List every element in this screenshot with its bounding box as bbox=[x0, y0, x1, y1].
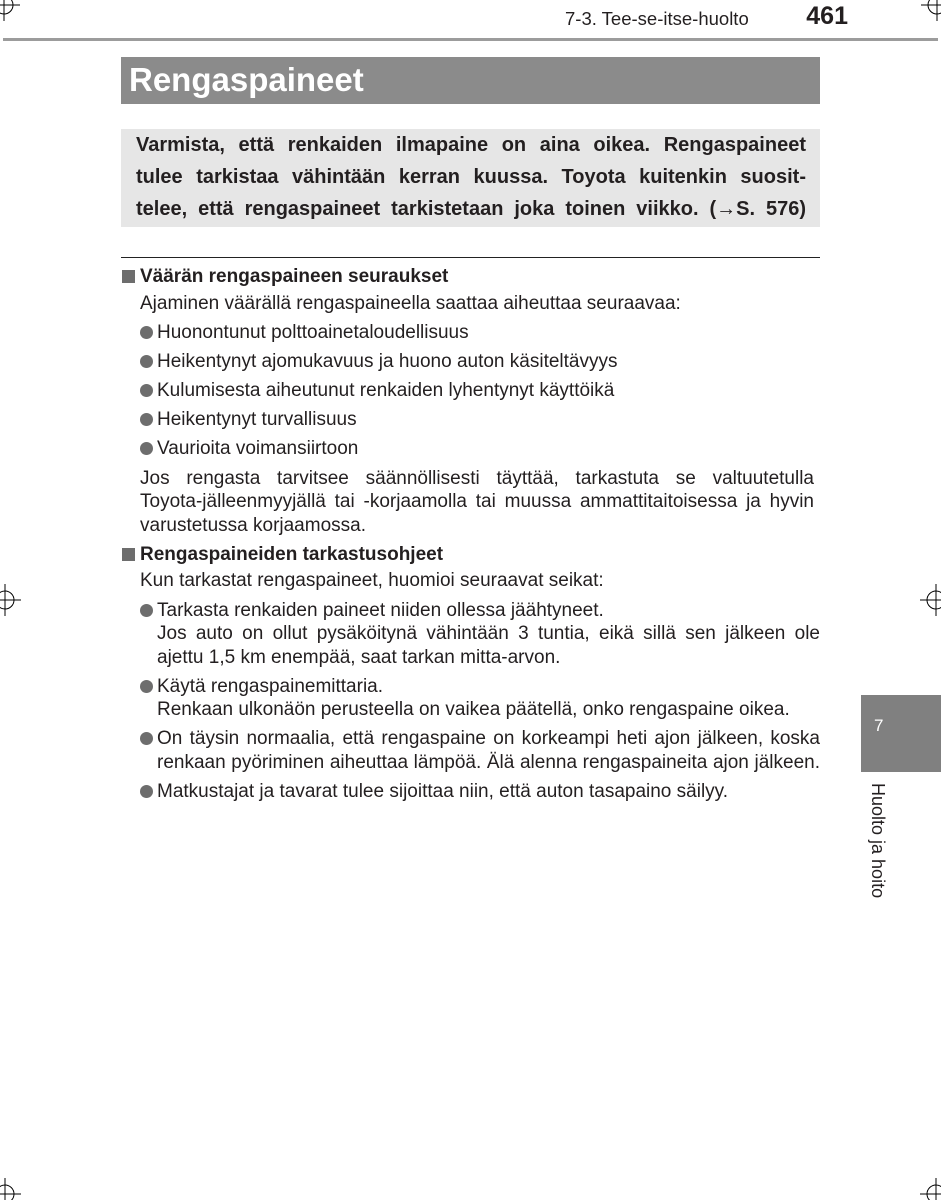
section-heading-check-instructions bbox=[140, 543, 820, 567]
bullet-icon bbox=[140, 413, 153, 426]
list-item bbox=[140, 379, 820, 403]
list-item bbox=[140, 727, 820, 774]
registration-mark-icon bbox=[0, 584, 21, 616]
bullet-icon bbox=[140, 785, 153, 798]
list-item-text: Renkaan ulkonäön perusteella on vaikea päätellä, onko rengaspaine oikea. bbox=[157, 699, 790, 721]
title-bar bbox=[121, 57, 820, 104]
list-item-text: Käytä rengaspainemittaria. bbox=[157, 675, 384, 697]
list-item-text: Vaurioita voimansiirtoon bbox=[157, 438, 359, 460]
chapter-tab bbox=[861, 695, 941, 772]
registration-mark-icon bbox=[920, 1178, 941, 1200]
page-title: Rengaspaineet bbox=[129, 61, 364, 98]
section-marker-icon bbox=[122, 548, 135, 561]
list-item bbox=[140, 599, 820, 670]
registration-mark-icon bbox=[0, 0, 20, 21]
list-item-text: renkaan pyöriminen aiheuttaa lämpöä. Älä alenna rengaspaineita ajon jälkeen. bbox=[157, 751, 820, 773]
intro-line: tulee tarkistaa vähintään kerran kuussa. Toyota kuitenkin suosit- bbox=[136, 166, 806, 188]
list-item-text: Tarkasta renkaiden paineet niiden ollessa jäähtyneet. bbox=[157, 599, 604, 621]
intro-box bbox=[121, 129, 820, 227]
section-heading-text: Rengaspaineiden tarkastusohjeet bbox=[140, 543, 444, 565]
bullet-icon bbox=[140, 680, 153, 693]
note-line: Jos rengasta tarvitsee säännöllisesti täyttää, tarkastuta se valtuutetulla bbox=[140, 467, 814, 489]
section-marker-icon bbox=[122, 270, 135, 283]
bullet-icon bbox=[140, 732, 153, 745]
section-lead: Ajaminen väärällä rengaspaineella saattaa aiheuttaa seuraavaa: bbox=[140, 292, 681, 314]
list-item bbox=[140, 408, 820, 432]
note-line: varustetussa korjaamossa. bbox=[140, 514, 366, 536]
list-item bbox=[140, 780, 820, 804]
registration-mark-icon bbox=[921, 0, 941, 21]
list-item bbox=[140, 437, 820, 461]
section-lead: Kun tarkastat rengaspaineet, huomioi seuraavat seikat: bbox=[140, 570, 604, 592]
bullet-icon bbox=[140, 384, 153, 397]
header-rule bbox=[3, 38, 938, 41]
bullet-icon bbox=[140, 355, 153, 368]
list-item-text: Heikentynyt turvallisuus bbox=[157, 409, 357, 431]
list-item-text: ajettu 1,5 km enempää, saat tarkan mitta-arvon. bbox=[157, 646, 561, 668]
list-item bbox=[140, 321, 820, 345]
section-heading-text: Väärän rengaspaineen seuraukset bbox=[140, 266, 449, 287]
chapter-number: 7 bbox=[874, 716, 884, 735]
registration-mark-icon bbox=[920, 584, 941, 616]
list-item-text: Heikentynyt ajomukavuus ja huono auton käsiteltävyys bbox=[157, 350, 618, 372]
list-item-text: Matkustajat ja tavarat tulee sijoittaa niin, että auton tasapaino säilyy. bbox=[157, 781, 729, 803]
intro-line: telee, että rengaspaineet tarkistetaan joka toinen viikko. (→S. 576) bbox=[136, 198, 806, 220]
list-item bbox=[140, 675, 820, 722]
intro-line: Varmista, että renkaiden ilmapaine on aina oikea. Rengaspaineet bbox=[136, 134, 806, 156]
bullet-icon bbox=[140, 442, 153, 455]
section-note bbox=[140, 467, 820, 538]
main-content bbox=[140, 265, 820, 804]
note-line: Toyota-jälleenmyyjällä tai -korjaamolla tai muussa ammattitaitoisessa ja hyvin bbox=[140, 491, 814, 513]
registration-mark-icon bbox=[0, 1178, 21, 1200]
page-number: 461 bbox=[806, 2, 848, 30]
list-item-text: On täysin normaalia, että rengaspaine on korkeampi heti ajon jälkeen, koska bbox=[157, 728, 820, 750]
section-heading-consequences bbox=[140, 265, 820, 289]
list-item-text: Kulumisesta aiheutunut renkaiden lyhentynyt käyttöikä bbox=[157, 380, 615, 402]
section-divider bbox=[121, 257, 820, 258]
bullet-icon bbox=[140, 326, 153, 339]
list-item bbox=[140, 350, 820, 374]
list-item-text: Huonontunut polttoainetaloudellisuus bbox=[157, 321, 469, 343]
chapter-title: Huolto ja hoito bbox=[868, 783, 888, 899]
bullet-icon bbox=[140, 604, 153, 617]
list-item-text: Jos auto on ollut pysäköitynä vähintään 3 tuntia, eikä sillä sen jälkeen ole bbox=[157, 623, 820, 644]
running-header-section: 7-3. Tee-se-itse-huolto bbox=[565, 8, 749, 29]
